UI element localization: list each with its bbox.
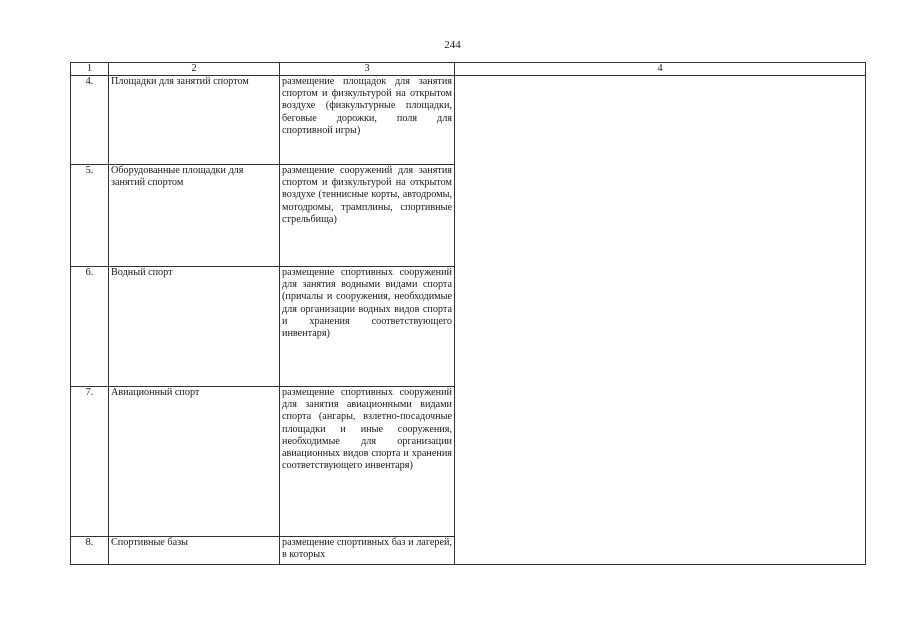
row-number: 5. [71,165,109,267]
header-col-2: 2 [109,63,280,76]
row-name: Авиационный спорт [109,387,280,537]
row-description: размещение спортивных баз и лагерей, в которых [280,537,455,565]
row-number: 4. [71,76,109,165]
row-description: размещение площадок для занятия спортом и физкультурой на открытом воздухе (физкультурные площадки, беговые дорожки, поля для спортивной игры) [280,76,455,165]
row-number: 7. [71,387,109,537]
header-col-4: 4 [455,63,866,76]
header-col-3: 3 [280,63,455,76]
row-name: Водный спорт [109,267,280,387]
row-number: 6. [71,267,109,387]
table-row [71,76,866,165]
row-description: размещение спортивных сооружений для занятия авиационными видами спорта (ангары, взлетно-посадочные площадки и иные сооружения, необходимые для организации авиационных видов спорта и хранения соответствующего инвентаря) [280,387,455,537]
row-name: Спортивные базы [109,537,280,565]
row-name: Оборудованные площадки для занятий спортом [109,165,280,267]
row-name: Площадки для занятий спортом [109,76,280,165]
table-header-row [71,63,866,76]
row-description: размещение сооружений для занятия спортом и физкультурой на открытом воздухе (теннисные корты, автодромы, мотодромы, трамплины, спортивные стрельбища) [280,165,455,267]
row-number: 8. [71,537,109,565]
row-description: размещение спортивных сооружений для занятия водными видами спорта (причалы и сооружения, необходимые для организации водных видов спорта и хранения соответствующего инвентаря) [280,267,455,387]
land-use-table [70,62,866,565]
row-code [455,76,866,565]
page-number: 244 [444,39,461,51]
header-col-1: 1 [71,63,109,76]
